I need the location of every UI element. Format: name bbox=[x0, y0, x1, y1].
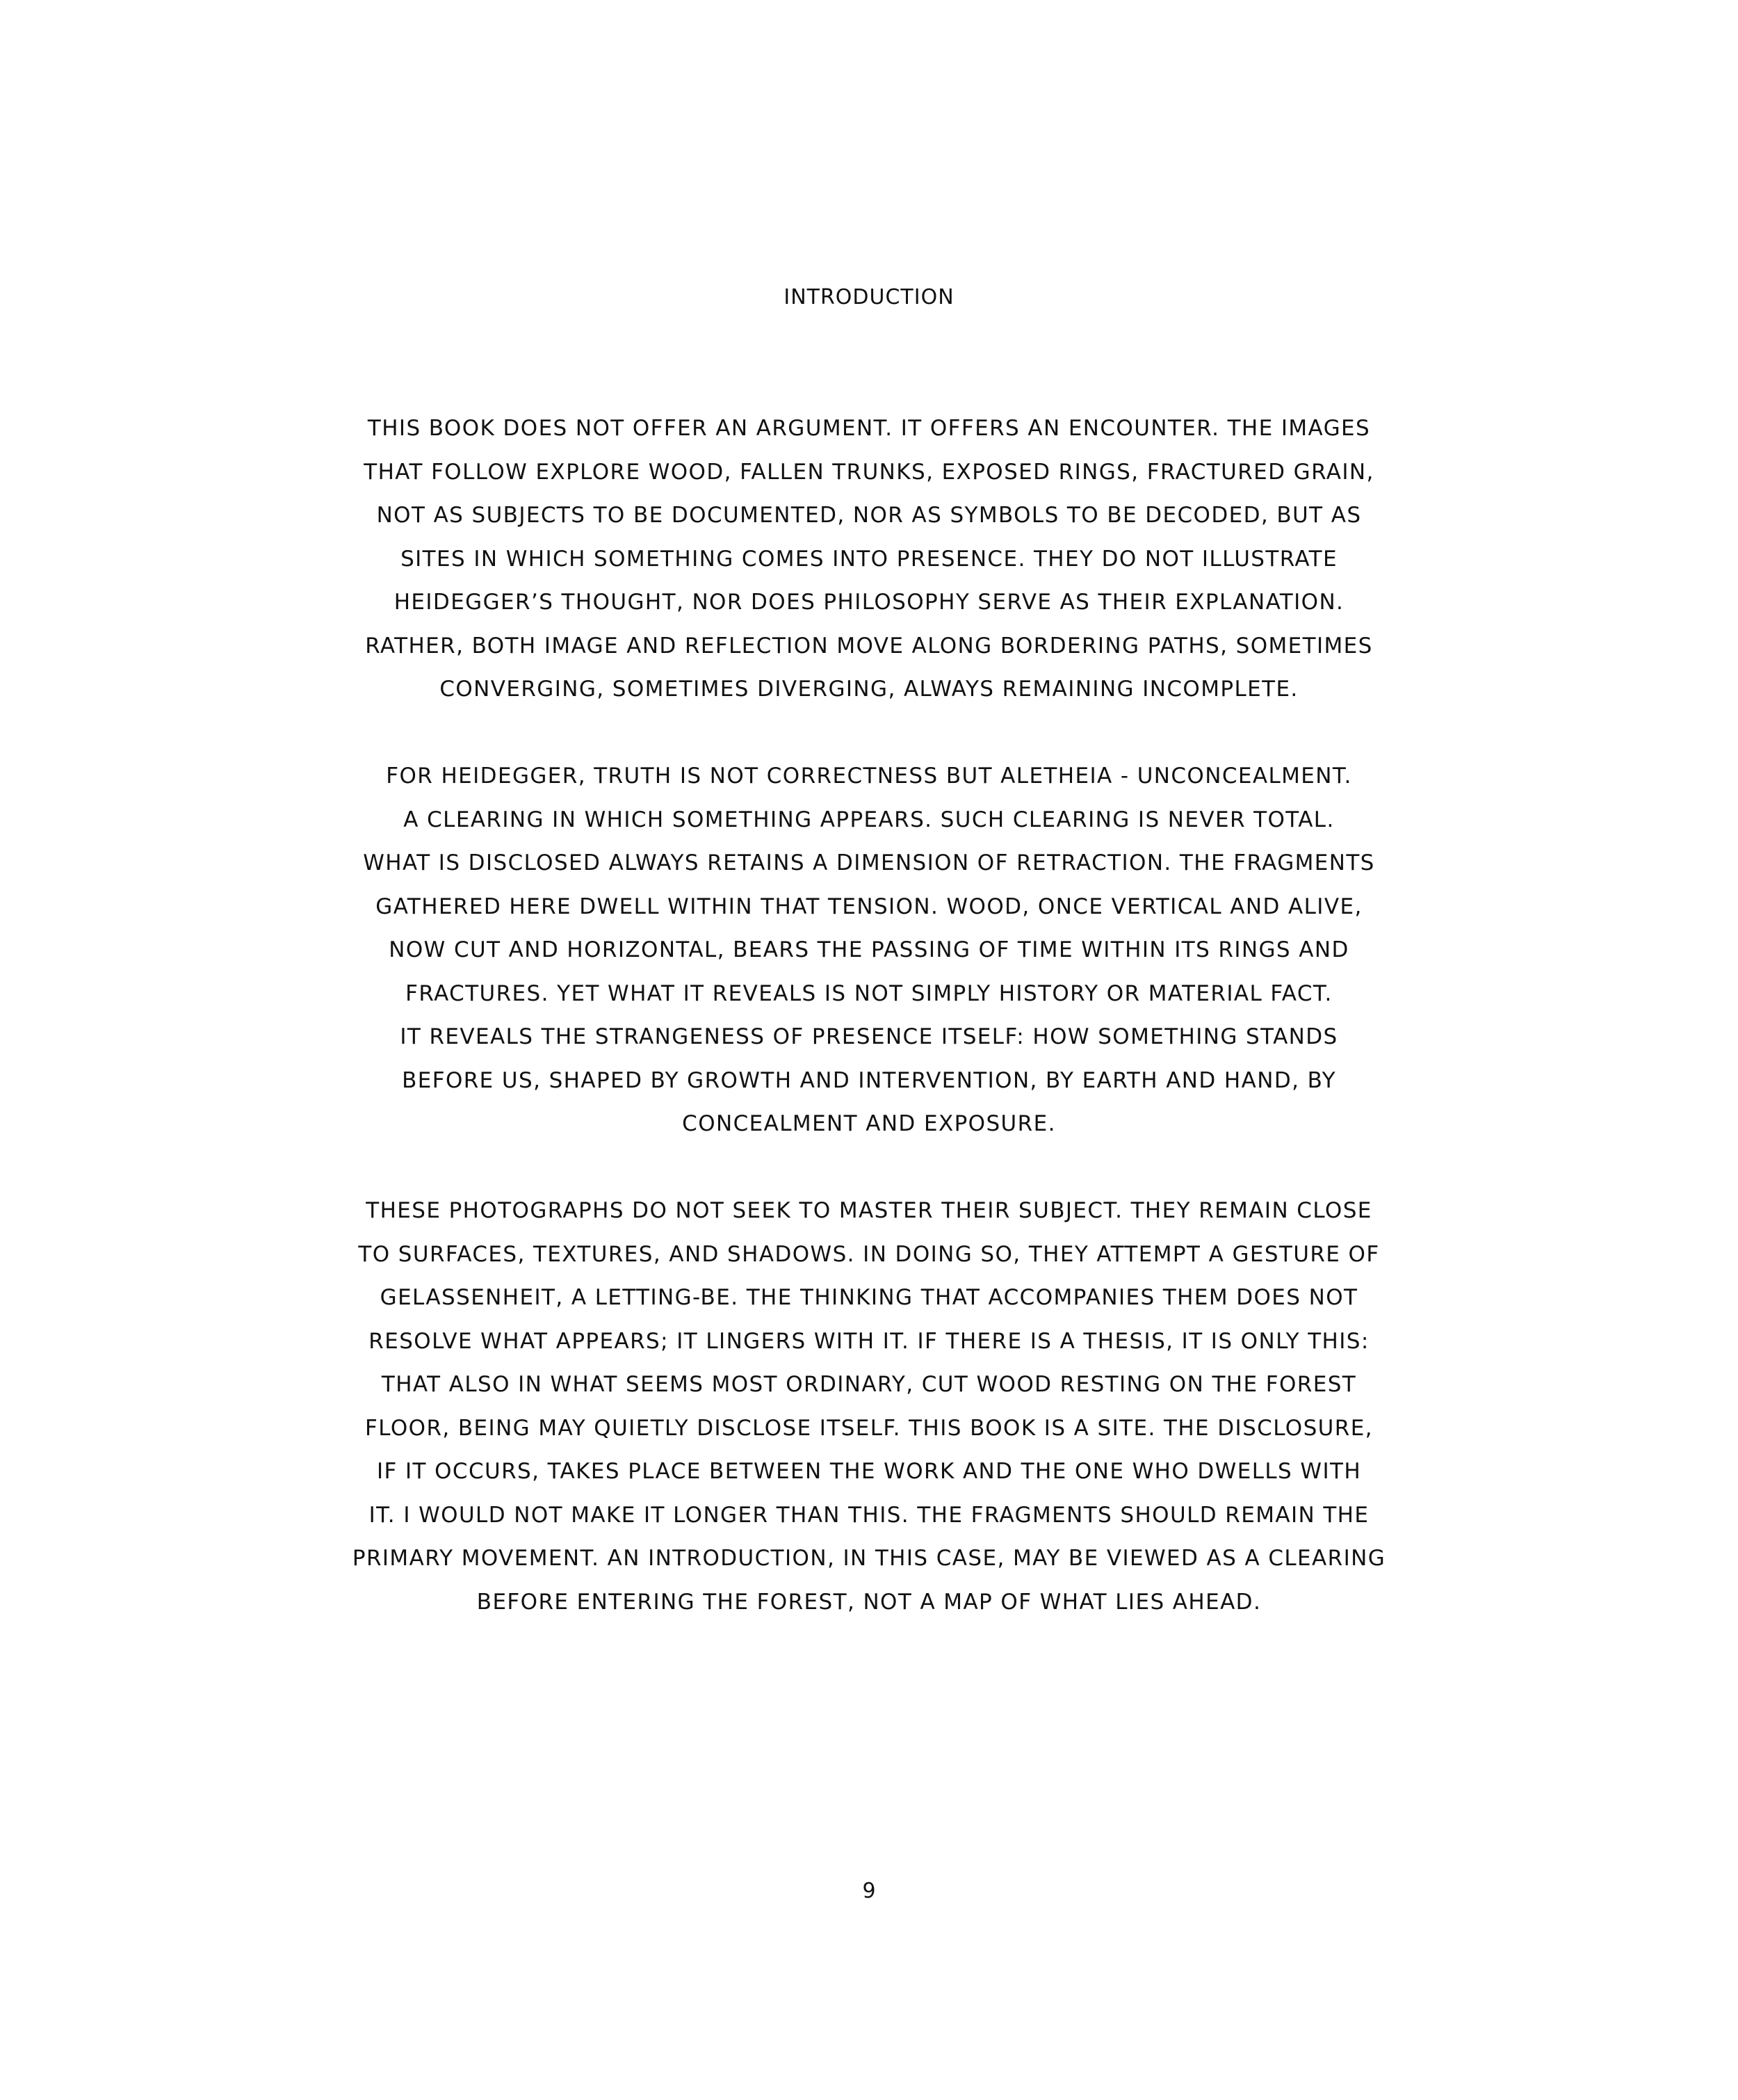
paragraph-line: PRIMARY MOVEMENT. AN INTRODUCTION, IN THIS CASE, MAY BE VIEWED AS A CLEARING bbox=[352, 1546, 1386, 1571]
paragraph-line: THAT FOLLOW EXPLORE WOOD, FALLEN TRUNKS, EXPOSED RINGS, FRACTURED GRAIN, bbox=[364, 459, 1374, 485]
paragraph-line: A CLEARING IN WHICH SOMETHING APPEARS. SUCH CLEARING IS NEVER TOTAL. bbox=[403, 807, 1335, 832]
paragraph-line: RATHER, BOTH IMAGE AND REFLECTION MOVE ALONG BORDERING PATHS, SOMETIMES bbox=[365, 633, 1373, 659]
paragraph-line: GELASSENHEIT, A LETTING-BE. THE THINKING THAT ACCOMPANIES THEM DOES NOT bbox=[380, 1285, 1358, 1310]
page-number: 9 bbox=[862, 1879, 876, 1903]
paragraph-line: NOW CUT AND HORIZONTAL, BEARS THE PASSING OF TIME WITHIN ITS RINGS AND bbox=[389, 937, 1349, 962]
paragraph-line: RESOLVE WHAT APPEARS; IT LINGERS WITH IT. IF THERE IS A THESIS, IT IS ONLY THIS: bbox=[368, 1328, 1370, 1354]
paragraph-line: IF IT OCCURS, TAKES PLACE BETWEEN THE WORK AND THE ONE WHO DWELLS WITH bbox=[376, 1459, 1362, 1484]
paragraph-line: THESE PHOTOGRAPHS DO NOT SEEK TO MASTER THEIR SUBJECT. THEY REMAIN CLOSE bbox=[366, 1198, 1372, 1223]
paragraph-line: THAT ALSO IN WHAT SEEMS MOST ORDINARY, CUT WOOD RESTING ON THE FOREST bbox=[381, 1372, 1357, 1397]
paragraph-1 bbox=[209, 407, 1529, 711]
paragraph-line: FOR HEIDEGGER, TRUTH IS NOT CORRECTNESS BUT ALETHEIA - UNCONCEALMENT. bbox=[386, 764, 1352, 789]
paragraph-line: BEFORE ENTERING THE FOREST, NOT A MAP OF WHAT LIES AHEAD. bbox=[476, 1589, 1262, 1615]
paragraph-line: NOT AS SUBJECTS TO BE DOCUMENTED, NOR AS SYMBOLS TO BE DECODED, BUT AS bbox=[376, 503, 1362, 528]
paragraph-line: HEIDEGGER’S THOUGHT, NOR DOES PHILOSOPHY SERVE AS THEIR EXPLANATION. bbox=[393, 590, 1345, 615]
paragraph-line: FRACTURES. YET WHAT IT REVEALS IS NOT SIMPLY HISTORY OR MATERIAL FACT. bbox=[405, 980, 1333, 1006]
paragraph-line: CONVERGING, SOMETIMES DIVERGING, ALWAYS REMAINING INCOMPLETE. bbox=[439, 677, 1299, 702]
paragraph-line: CONCEALMENT AND EXPOSURE. bbox=[682, 1111, 1056, 1136]
paragraph-line: TO SURFACES, TEXTURES, AND SHADOWS. IN DOING SO, THEY ATTEMPT A GESTURE OF bbox=[358, 1241, 1380, 1267]
paragraph-line: GATHERED HERE DWELL WITHIN THAT TENSION. WOOD, ONCE VERTICAL AND ALIVE, bbox=[375, 894, 1363, 919]
paragraph-line: IT REVEALS THE STRANGENESS OF PRESENCE ITSELF: HOW SOMETHING STANDS bbox=[400, 1024, 1338, 1049]
paragraph-2 bbox=[209, 754, 1529, 1146]
paragraph-line: BEFORE US, SHAPED BY GROWTH AND INTERVENTION, BY EARTH AND HAND, BY bbox=[402, 1067, 1336, 1093]
paragraph-line: FLOOR, BEING MAY QUIETLY DISCLOSE ITSELF. THIS BOOK IS A SITE. THE DISCLOSURE, bbox=[365, 1415, 1373, 1441]
page-title: INTRODUCTION bbox=[783, 285, 955, 309]
paragraph-line: SITES IN WHICH SOMETHING COMES INTO PRESENCE. THEY DO NOT ILLUSTRATE bbox=[400, 546, 1338, 572]
paragraph-line: THIS BOOK DOES NOT OFFER AN ARGUMENT. IT OFFERS AN ENCOUNTER. THE IMAGES bbox=[367, 416, 1371, 441]
paragraph-line: WHAT IS DISCLOSED ALWAYS RETAINS A DIMENSION OF RETRACTION. THE FRAGMENTS bbox=[363, 850, 1375, 875]
paragraph-line: IT. I WOULD NOT MAKE IT LONGER THAN THIS. THE FRAGMENTS SHOULD REMAIN THE bbox=[368, 1502, 1370, 1528]
paragraph-3 bbox=[209, 1189, 1529, 1624]
